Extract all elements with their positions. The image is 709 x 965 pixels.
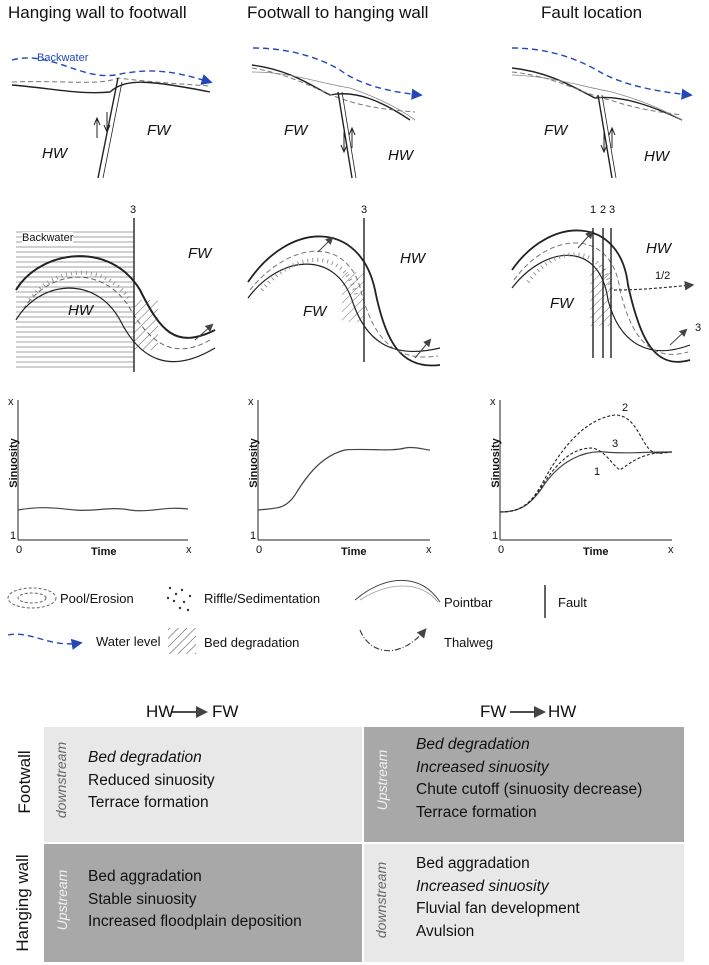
fw-label-p1: FW [147, 122, 171, 139]
graph1-xlabel: Time [91, 546, 117, 558]
table-head-left-to: FW [212, 702, 239, 721]
sinuosity-graph-2 [258, 400, 430, 540]
legend-bed-label: Bed degradation [204, 635, 300, 650]
cell-hanging-fw-hw [364, 844, 684, 962]
graph3-x-end: x [668, 544, 674, 556]
graph2-ylabel: Sinuosity [248, 438, 260, 488]
cell-line: Fluvial fan development [416, 900, 580, 917]
cell-line: Bed degradation [416, 736, 530, 753]
row-label-footwall: Footwall [15, 750, 34, 814]
legend-water-label: Water level [96, 634, 161, 649]
cell-line: Chute cutoff (sinuosity decrease) [416, 781, 643, 798]
graph3-curve-1-label: 1 [594, 466, 601, 478]
graph2-y-bottom: 1 [250, 530, 257, 542]
cell-direction-downstream: downstream [373, 861, 389, 939]
fw-label-plan2: FW [303, 303, 327, 320]
legend-pointbar-label: Pointbar [444, 595, 493, 610]
cell-line: Reduced sinuosity [88, 771, 215, 789]
graph3-y-bottom: 1 [492, 530, 499, 542]
table-head-left-from: HW [146, 702, 175, 721]
cell-line: Bed aggradation [416, 855, 530, 872]
legend-thalweg-label: Thalweg [444, 635, 494, 650]
cell-line: Increased sinuosity [416, 758, 549, 776]
fault-number-3-p1: 3 [130, 204, 137, 216]
column-title-hw-to-fw: Hanging wall to footwall [8, 3, 187, 22]
hw-label-p1: HW [42, 145, 67, 162]
graph3-x-origin: 0 [498, 544, 505, 556]
cell-line: Increased sinuosity [416, 877, 549, 895]
hw-label-plan3: HW [646, 240, 671, 257]
hw-label-plan2: HW [400, 250, 425, 267]
row-label-hanging-wall: Hanging wall [13, 854, 32, 952]
plan-panel-fw-to-hw [248, 218, 440, 366]
cell-line: Avulsion [416, 922, 475, 940]
fault-number-3-p2: 3 [361, 204, 368, 216]
table-head-right-from: FW [480, 702, 507, 721]
fault-number-2: 2 [600, 204, 607, 216]
hw-label-plan1: HW [68, 302, 93, 319]
graph3-y-top: x [490, 396, 496, 408]
cell-direction-downstream: downstream [53, 741, 69, 819]
graph3-xlabel: Time [583, 546, 609, 558]
sinuosity-graph-3 [500, 400, 672, 540]
sinuosity-graph-1 [18, 400, 188, 540]
fault-number-3-p3: 3 [609, 204, 616, 216]
legend-pool-label: Pool/Erosion [60, 591, 134, 606]
graph3-curve-3-label: 3 [612, 438, 619, 450]
cell-line: Terrace formation [416, 803, 537, 821]
legend-riffle-label: Riffle/Sedimentation [204, 591, 321, 606]
fw-label-plan1: FW [188, 245, 212, 262]
graph2-x-end: x [426, 544, 432, 556]
cell-line: Bed degradation [88, 749, 202, 766]
fw-label-p2: FW [284, 122, 308, 139]
legend-fault-label: Fault [558, 595, 587, 610]
cell-line: Terrace formation [88, 794, 209, 811]
graph1-ylabel: Sinuosity [8, 438, 20, 488]
graph2-y-top: x [248, 396, 254, 408]
cell-hanging-hw-fw [44, 844, 362, 962]
cell-line: Bed aggradation [88, 868, 202, 885]
backwater-label-2: Backwater [22, 232, 74, 244]
table-head-right-to: HW [548, 702, 577, 721]
cell-footwall-fw-hw [364, 727, 684, 842]
cell-line: Increased floodplain deposition [88, 913, 302, 930]
fw-label-plan3: FW [550, 295, 574, 312]
backwater-label-1: Backwater [37, 52, 89, 64]
graph2-xlabel: Time [341, 546, 367, 558]
cell-line: Stable sinuosity [88, 890, 197, 908]
thalweg-label-3: 3 [695, 322, 702, 334]
hw-label-p3: HW [644, 148, 669, 165]
graph1-y-bottom: 1 [10, 530, 17, 542]
thalweg-label-1-2: 1/2 [655, 270, 671, 282]
graph1-x-end: x [186, 544, 192, 556]
hw-label-p2: HW [388, 147, 413, 164]
fw-label-p3: FW [544, 122, 568, 139]
column-title-fault-location: Fault location [541, 3, 643, 22]
graph3-ylabel: Sinuosity [490, 438, 502, 488]
cell-footwall-hw-fw [44, 727, 362, 842]
graph1-x-origin: 0 [16, 544, 23, 556]
graph2-x-origin: 0 [256, 544, 263, 556]
fault-number-1: 1 [590, 204, 597, 216]
graph1-y-top: x [8, 396, 14, 408]
cell-direction-upstream: Upstream [374, 749, 390, 811]
column-title-fw-to-hw: Footwall to hanging wall [247, 3, 429, 22]
graph3-curve-2-label: 2 [622, 402, 629, 414]
cell-direction-upstream: Upstream [54, 869, 70, 931]
